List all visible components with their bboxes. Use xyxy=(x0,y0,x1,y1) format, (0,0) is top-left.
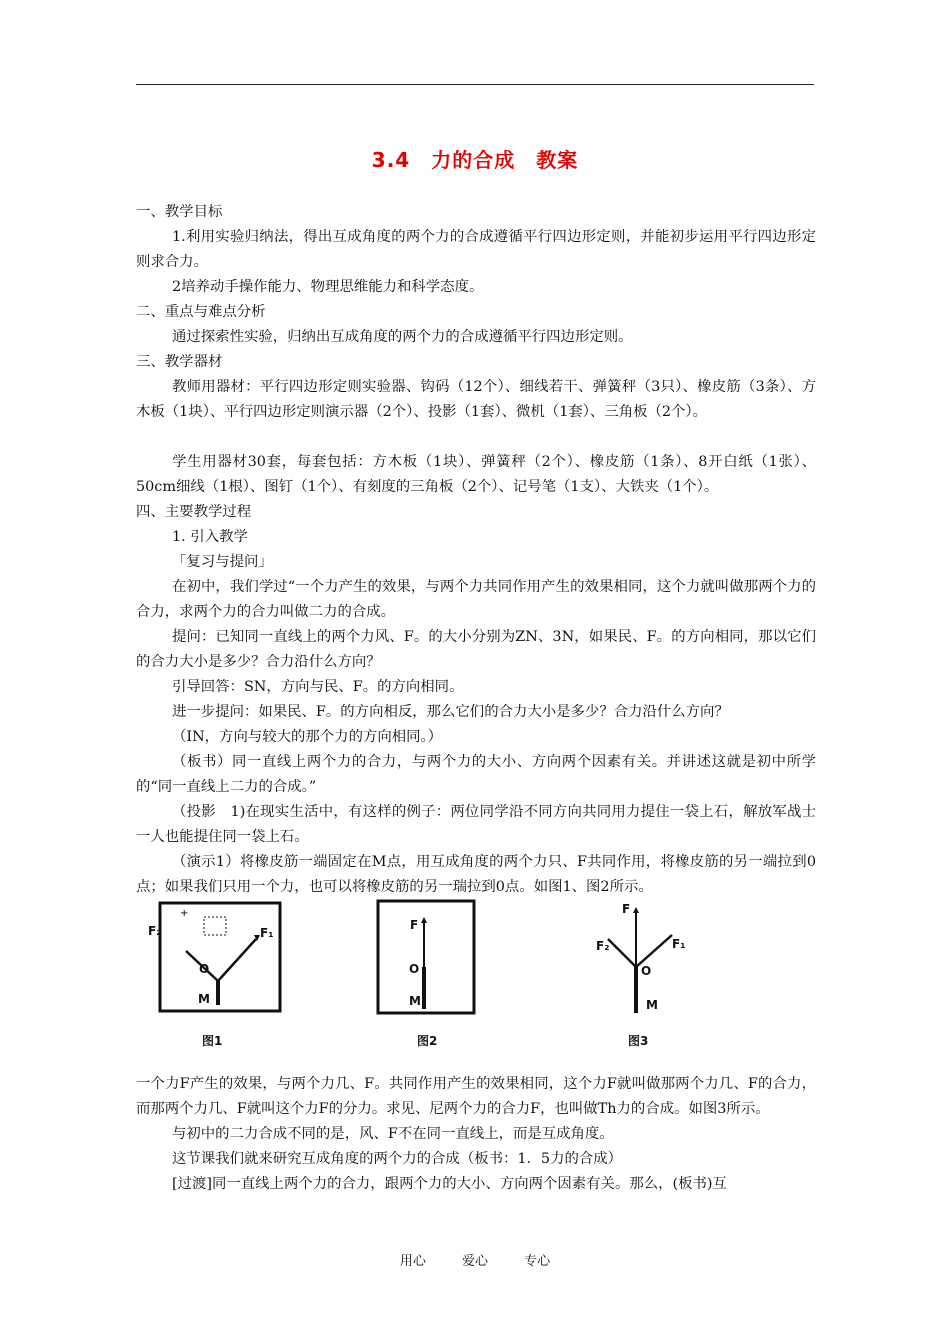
paragraph: 学生用器材30套，每套包括：方木板（1块）、弹簧秤（2个）、橡皮筋（1条）、8开白纸（1张）、50cm细线（1根）、图钉（1个）、有刻度的三角板（2个）、记号笔（1支）、大铁夹（1个）。 xyxy=(136,454,816,495)
section-3-heading: 三、教学器材 xyxy=(136,354,223,370)
figure-1-caption: 图1 xyxy=(202,1034,223,1048)
label-o: O xyxy=(409,962,420,976)
paragraph: 1.利用实验归纳法，得出互成角度的两个力的合成遵循平行四边形定则，并能初步运用平行四边形定则求合力。 xyxy=(136,229,816,270)
paragraph: （投影 1)在现实生活中，有这样的例子：两位同学沿不同方向共同用力提住一袋上石，解放军战士一人也能提住同一袋上石。 xyxy=(136,804,816,845)
paragraph: （板书）同一直线上两个力的合力，与两个力的大小、方向两个因素有关。并讲述这就是初中所学的“同一直线上二力的合成。” xyxy=(136,754,816,795)
section-2-heading: 二、重点与难点分析 xyxy=(136,304,266,320)
label-f1: F₁ xyxy=(260,926,274,940)
footer-text: 专心 xyxy=(524,1254,551,1269)
page-footer xyxy=(0,1250,950,1269)
body-bottom xyxy=(136,1072,816,1197)
label-f: F xyxy=(622,902,631,916)
paragraph: 一个力F产生的效果，与两个力几、F。共同作用产生的效果相同，这个力F就叫做那两个力几、F的合力，而那两个力几、F就叫这个力F的分力。求见、尼两个力的合力F，也叫做Th力的合成。如图3所示。 xyxy=(136,1076,816,1117)
figures-row xyxy=(136,893,816,1053)
review-label: 「复习与提问」 xyxy=(172,554,273,570)
label-f: F xyxy=(410,918,419,932)
section-1-heading: 一、教学目标 xyxy=(136,204,223,220)
figure-3 xyxy=(596,901,696,1013)
paragraph: 2培养动手操作能力、物理思维能力和科学态度。 xyxy=(172,279,484,295)
label-m: M xyxy=(646,998,658,1012)
body-top xyxy=(136,200,816,900)
figure-2 xyxy=(376,899,476,1015)
svg-text:+: + xyxy=(180,908,189,919)
label-f2: F₂ xyxy=(596,939,610,953)
figure-1 xyxy=(158,901,282,1013)
label-f1: F₁ xyxy=(672,937,686,951)
figure-3-caption: 图3 xyxy=(628,1034,649,1048)
paragraph: 引导回答：SN，方向与民、F。的方向相同。 xyxy=(172,679,464,695)
paragraph: 提问：已知同一直线上的两个力风、F。的大小分别为ZN、3N，如果民、F。的方向相同，那以它们的合力大小是多少？合力沿什么方向？ xyxy=(136,629,816,670)
label-o: O xyxy=(641,964,652,978)
label-f2: F₂ xyxy=(148,924,162,938)
paragraph: （IN，方向与较大的那个力的方向相同。） xyxy=(172,729,443,745)
paragraph: （演示1）将橡皮筋一端固定在M点，用互成角度的两个力只、F共同作用，将橡皮筋的另一端拉到0点；如果我们只用一个力，也可以将橡皮筋的另一瑞拉到0点。如图1、图2所示。 xyxy=(136,854,816,895)
footer-text: 爱心 xyxy=(461,1254,488,1269)
paragraph: 与初中的二力合成不同的是，风、F不在同一直线上，而是互成角度。 xyxy=(172,1126,614,1142)
paragraph: [过渡]同一直线上两个力的合力，跟两个力的大小、方向两个因素有关。那么，(板书)互 xyxy=(172,1176,727,1192)
blank-line xyxy=(136,425,816,450)
paragraph: 在初中，我们学过“一个力产生的效果，与两个力共同作用产生的效果相同，这个力就叫做那两个力的合力，求两个力的合力叫做二力的合成。 xyxy=(136,579,816,620)
label-o: O xyxy=(199,962,210,976)
paragraph: 这节课我们就来研究互成角度的两个力的合成（板书：1．5力的合成） xyxy=(172,1151,623,1167)
paragraph: 进一步提问：如果民、F。的方向相反，那么它们的合力大小是多少？合力沿什么方向？ xyxy=(172,704,729,720)
label-m: M xyxy=(409,994,421,1008)
section-4-heading: 四、主要教学过程 xyxy=(136,504,252,520)
page-title: 3.4 力的合成 教案 xyxy=(371,148,579,172)
label-m: M xyxy=(198,992,210,1006)
paragraph: 教师用器材：平行四边形定则实验器、钩码（12个）、细线若干、弹簧秤（3只）、橡皮筋（3条）、方木板（1块）、平行四边形定则演示器（2个）、投影（1套）、微机（1套）、三角板（2个）。 xyxy=(136,379,816,420)
paragraph: 通过探索性实验，归纳出互成角度的两个力的合成遵循平行四边形定则。 xyxy=(172,329,633,345)
header-rule xyxy=(136,84,814,85)
figure-2-caption: 图2 xyxy=(417,1034,438,1048)
subheading: 1. 引入教学 xyxy=(172,529,248,545)
footer-text: 用心 xyxy=(399,1254,426,1269)
